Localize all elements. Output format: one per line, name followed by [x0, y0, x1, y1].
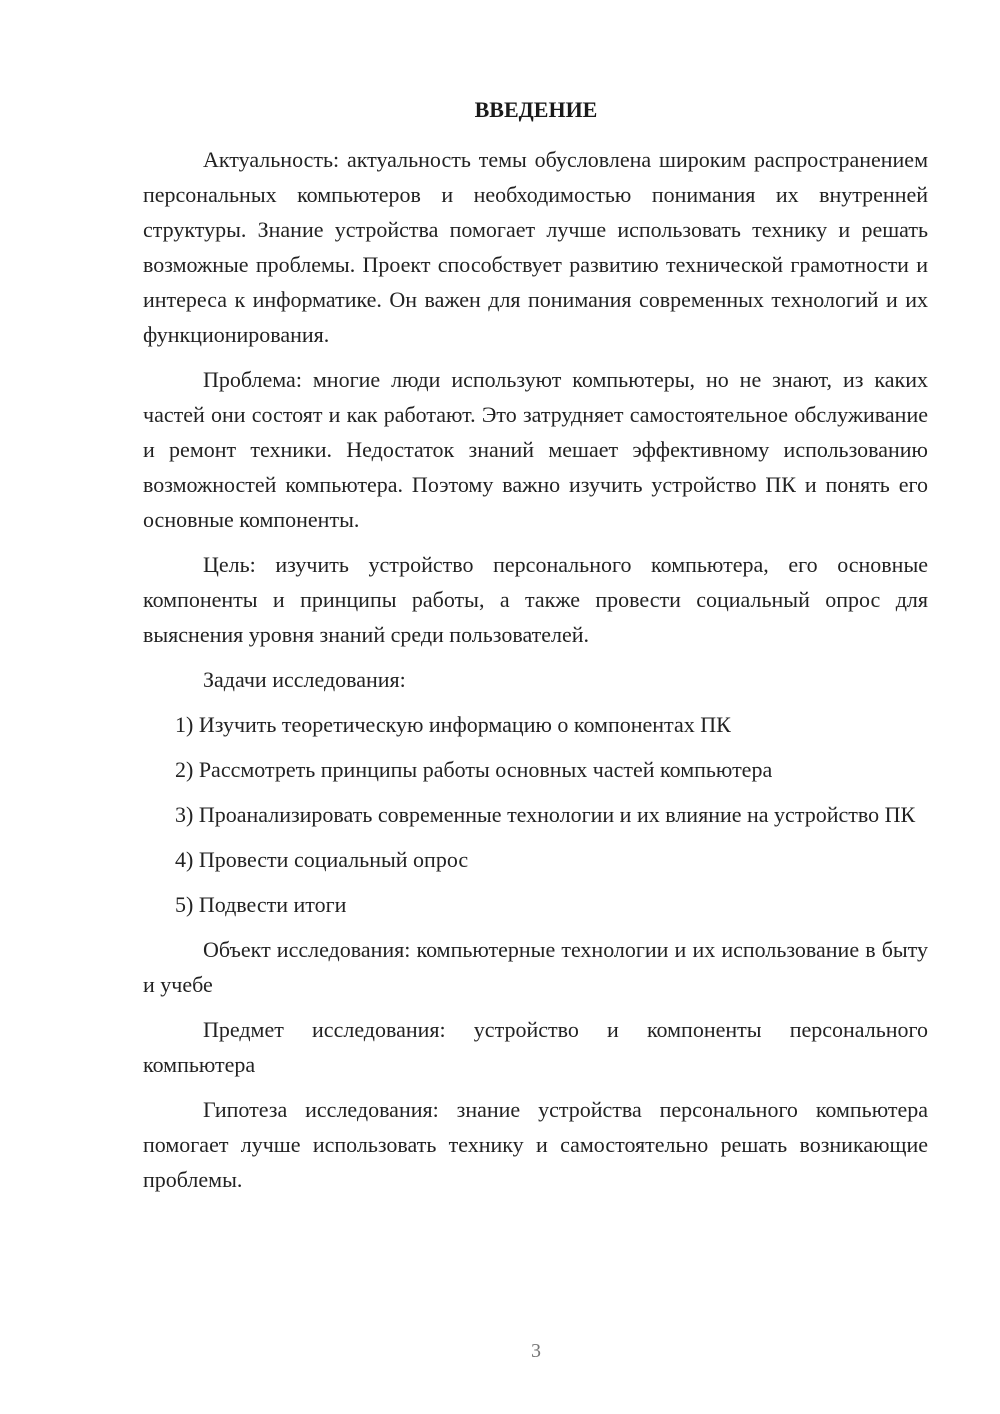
page-title: ВВЕДЕНИЕ	[474, 97, 598, 122]
task-item: 5) Подвести итоги	[175, 892, 347, 917]
task-item: 4) Провести социальный опрос	[175, 847, 469, 872]
task-item: 3) Проанализировать современные технологии и их влияние на устройство ПК	[175, 802, 916, 827]
task-item: 1) Изучить теоретическую информацию о компонентах ПК	[175, 712, 731, 737]
page-number: 3	[531, 1340, 541, 1362]
tasks-list	[143, 707, 928, 922]
task-item: 2) Рассмотреть принципы работы основных частей компьютера	[175, 757, 773, 782]
object-paragraph: Объект исследования: компьютерные технологии и их использование в быту и учебе	[143, 937, 928, 997]
document-body	[143, 142, 928, 1207]
problem-paragraph: Проблема: многие люди используют компьютеры, но не знают, из каких частей они состоят и как работают. Это затрудняет самостоятельное обслуживание и ремонт техники. Недостаток знаний мешает эффективному использованию возможностей компьютера. Поэтому важно изучить устройство ПК и понять его основные компоненты.	[143, 367, 928, 532]
hypothesis-paragraph: Гипотеза исследования: знание устройства персонального компьютера помогает лучше использовать технику и самостоятельно решать возникающие проблемы.	[143, 1097, 928, 1192]
relevance-paragraph: Актуальность: актуальность темы обусловлена широким распространением персональных компьютеров и необходимостью понимания их внутренней структуры. Знание устройства помогает лучше использовать технику и решать возможные проблемы. Проект способствует развитию технической грамотности и интереса к информатике. Он важен для понимания современных технологий и их функционирования.	[143, 147, 928, 347]
tasks-heading: Задачи исследования:	[203, 667, 406, 692]
goal-paragraph: Цель: изучить устройство персонального компьютера, его основные компоненты и принципы работы, а также провести социальный опрос для выяснения уровня знаний среди пользователей.	[143, 552, 928, 647]
subject-paragraph: Предмет исследования: устройство и компоненты персонального компьютера	[143, 1017, 928, 1077]
